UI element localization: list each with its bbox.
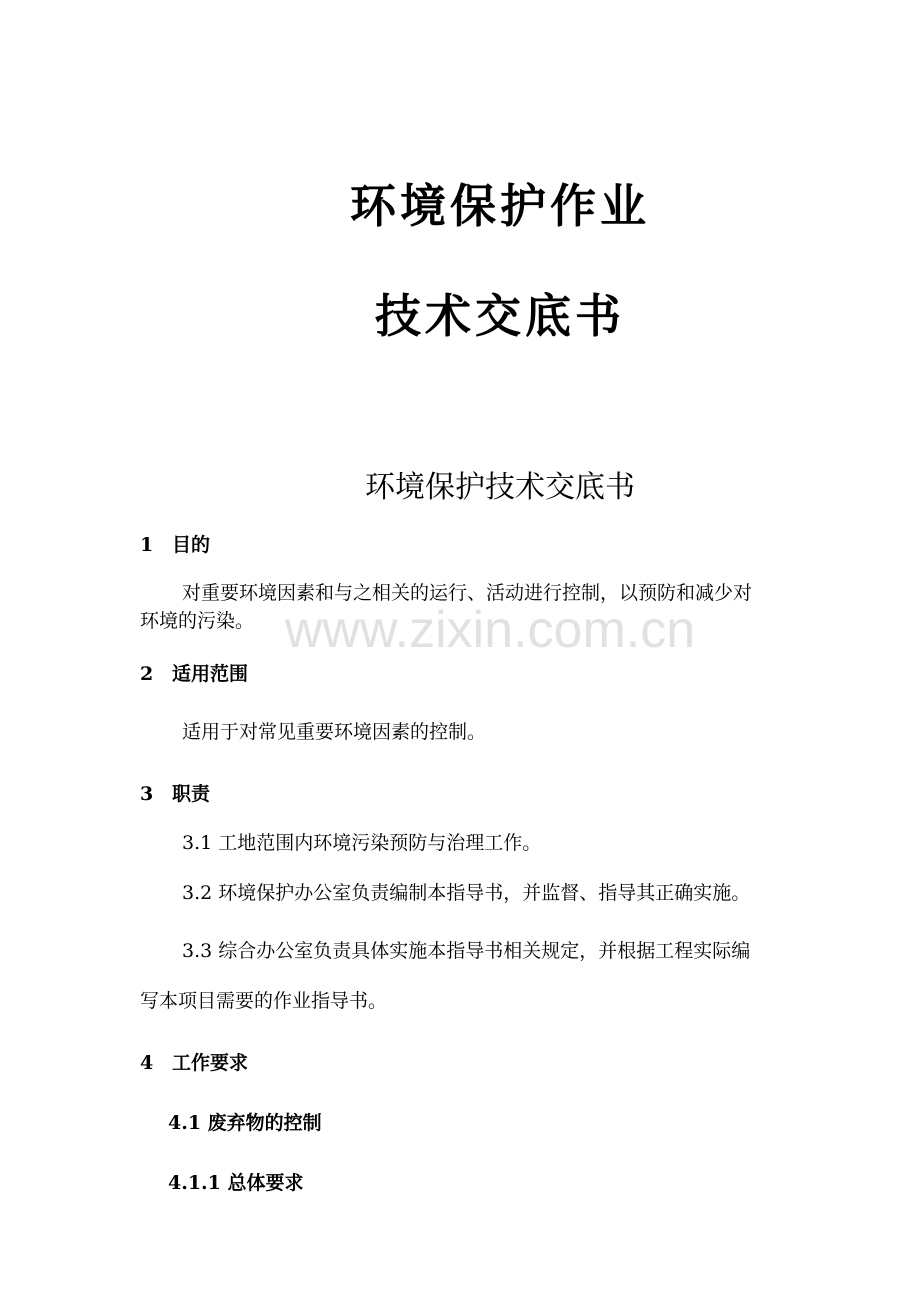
- section-3-2: 3.2 环境保护办公室负责编制本指导书，并监督、指导其正确实施。: [182, 882, 751, 904]
- section-1-title: 目的: [172, 534, 211, 556]
- cover-title-line2: 技术交底书: [375, 289, 625, 343]
- section-1-heading: [140, 530, 210, 557]
- watermark: www.zixin.com.cn: [284, 601, 696, 659]
- section-2-heading: [140, 659, 248, 686]
- section-3-3-line1: 3.3 综合办公室负责具体实施本指导书相关规定，并根据工程实际编: [182, 940, 751, 962]
- section-4-1-heading: 4.1 废弃物的控制: [168, 1112, 322, 1134]
- section-3-title: 职责: [172, 783, 211, 805]
- section-2-number: 2: [140, 663, 154, 685]
- section-4-1-1-heading: 4.1.1 总体要求: [168, 1172, 304, 1194]
- section-3-3-line2: 写本项目需要的作业指导书。: [140, 990, 388, 1012]
- section-1-body-line2: 环境的污染。: [140, 610, 255, 632]
- section-3-1: 3.1 工地范围内环境污染预防与治理工作。: [182, 832, 542, 854]
- section-4-heading: [140, 1048, 248, 1075]
- document-title: 环境保护技术交底书: [365, 470, 635, 505]
- section-1-body-line1: 对重要环境因素和与之相关的运行、活动进行控制，以预防和减少对: [182, 582, 753, 604]
- section-3-heading: [140, 779, 210, 806]
- section-2-title: 适用范围: [172, 663, 249, 685]
- cover-title-line1: 环境保护作业: [350, 179, 650, 233]
- section-4-number: 4: [140, 1052, 154, 1074]
- section-4-title: 工作要求: [172, 1052, 249, 1074]
- section-2-body: 适用于对常见重要环境因素的控制。: [182, 721, 487, 743]
- section-1-number: 1: [140, 534, 154, 556]
- section-3-number: 3: [140, 783, 154, 805]
